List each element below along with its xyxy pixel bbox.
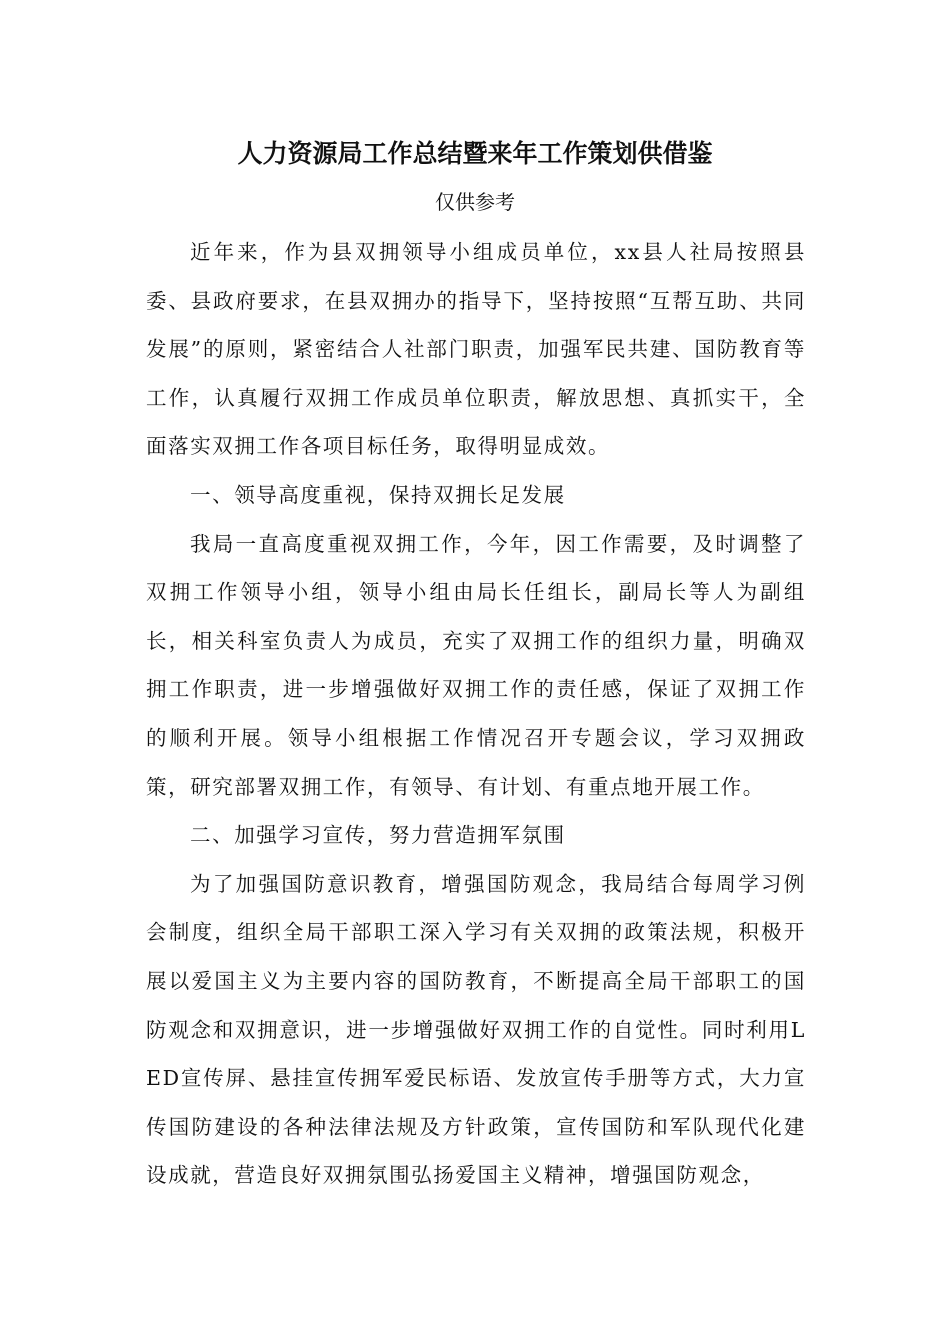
document-title: 人力资源局工作总结暨来年工作策划供借鉴 bbox=[237, 139, 713, 168]
paragraph-section-1: 我局一直高度重视双拥工作，今年，因工作需要，及时调整了双拥工作领导小组，领导小组由局长任组长，副局长等人为副组长，相关科室负责人为成员，充实了双拥工作的组织力量，明确双拥工作职责，进一步增强做好双拥工作的责任感，保证了双拥工作的顺利开展。领导小组根据工作情况召开专题会议，学习双拥政策，研究部署双拥工作，有领导、有计划、有重点地开展工作。 bbox=[146, 531, 806, 799]
paragraph-intro: 近年来，作为县双拥领导小组成员单位，xx县人社局按照县委、县政府要求，在县双拥办的指导下，坚持按照“互帮互助、共同发展”的原则，紧密结合人社部门职责，加强军民共建、国防教育等工作，认真履行双拥工作成员单位职责，解放思想、真抓实干，全面落实双拥工作各项目标任务，取得明显成效。 bbox=[146, 240, 806, 459]
section-heading-1: 一、领导高度重视，保持双拥长足发展 bbox=[190, 482, 566, 507]
paragraph-section-2: 为了加强国防意识教育，增强国防观念，我局结合每周学习例会制度，组织全局干部职工深入学习有关双拥的政策法规，积极开展以爱国主义为主要内容的国防教育，不断提高全局干部职工的国防观念和双拥意识，进一步增强做好双拥工作的自觉性。同时利用LED宣传屏、悬挂宣传拥军爱民标语、发放宣传手册等方式，大力宣传国防建设的各种法律法规及方针政策，宣传国防和军队现代化建设成就，营造良好双拥氛围弘扬爱国主义精神，增强国防观念， bbox=[146, 871, 806, 1188]
section-heading-2: 二、加强学习宣传，努力营造拥军氛围 bbox=[190, 823, 566, 848]
document-subtitle: 仅供参考 bbox=[435, 190, 515, 214]
document-body bbox=[146, 228, 806, 1200]
